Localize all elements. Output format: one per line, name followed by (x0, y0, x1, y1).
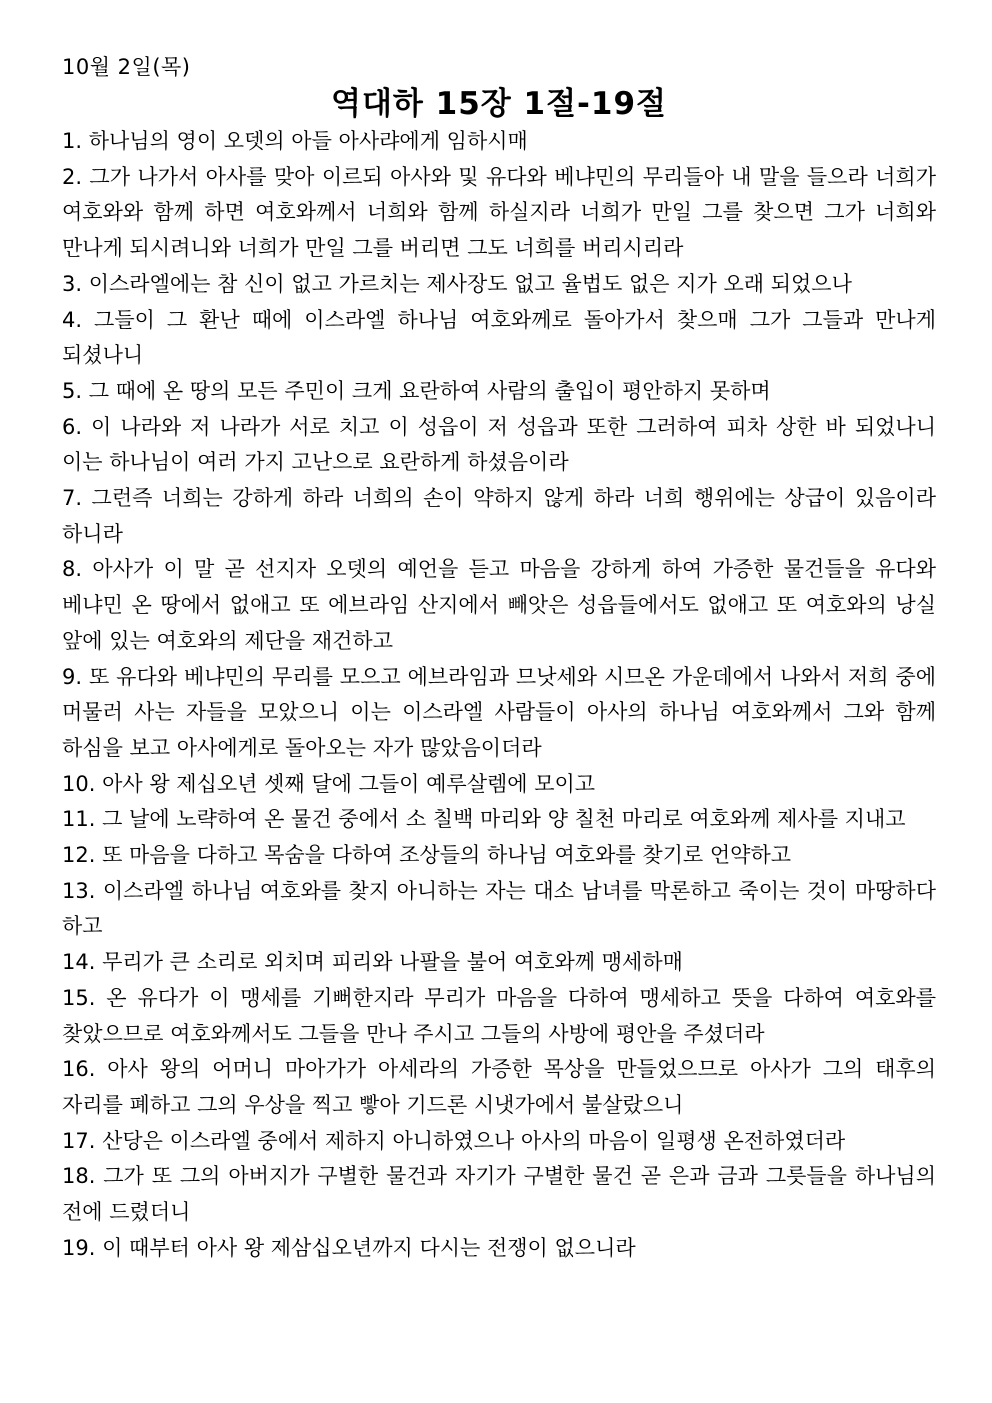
verse-13: 13. 이스라엘 하나님 여호와를 찾지 아니하는 자는 대소 남녀를 막론하고 죽이는 것이 마땅하다 하고 (62, 878, 936, 939)
verse-16: 16. 아사 왕의 어머니 마아가가 아세라의 가증한 목상을 만들었으므로 아사가 그의 태후의 자리를 폐하고 그의 우상을 찍고 빻아 기드론 시냇가에서 불살랐으니 (62, 1057, 936, 1117)
verse-5: 5. 그 때에 온 땅의 모든 주민이 크게 요란하여 사람의 출입이 평안하지 못하며 (62, 378, 771, 403)
verse-18: 18. 그가 또 그의 아버지가 구별한 물건과 자기가 구별한 물건 곧 은과 금과 그릇들을 하나님의 전에 드렸더니 (62, 1164, 936, 1225)
verse-2: 2. 그가 나가서 아사를 맞아 이르되 아사와 및 유다와 베냐민의 무리들아 내 말을 들으라 너희가 여호와와 함께 하면 여호와께서 너희와 함께 하실지라 너희가 만일 그를 찾으면 그가 너희와 만나게 되시려니와 너희가 만일 그를 버리면 그도 너희를 버리시리라 (62, 164, 936, 261)
verse-19: 19. 이 때부터 아사 왕 제삼십오년까지 다시는 전쟁이 없으니라 (62, 1235, 636, 1260)
document-page (62, 52, 936, 1267)
date-label: 10월 2일(목) (62, 55, 191, 79)
verse-10: 10. 아사 왕 제십오년 셋째 달에 그들이 예루살렘에 모이고 (62, 771, 596, 796)
verse-1: 1. 하나님의 영이 오뎃의 아들 아사랴에게 임하시매 (62, 129, 528, 153)
verse-7: 7. 그런즉 너희는 강하게 하라 너희의 손이 약하지 않게 하라 너희 행위에는 상급이 있음이라 하니라 (62, 486, 936, 546)
verse-12: 12. 또 마음을 다하고 목숨을 다하여 조상들의 하나님 여호와를 찾기로 언약하고 (62, 843, 792, 868)
verse-6: 6. 이 나라와 저 나라가 서로 치고 이 성읍이 저 성읍과 또한 그러하여 피차 상한 바 되었나니 이는 하나님이 여러 가지 고난으로 요란하게 하셨음이라 (62, 414, 936, 475)
verse-4: 4. 그들이 그 환난 때에 이스라엘 하나님 여호와께로 돌아가서 찾으매 그가 그들과 만나게 되셨나니 (62, 307, 936, 368)
verse-list (62, 124, 936, 1267)
verse-17: 17. 산당은 이스라엘 중에서 제하지 아니하였으나 아사의 마음이 일평생 온전하였더라 (62, 1128, 846, 1153)
verse-15: 15. 온 유다가 이 맹세를 기뻐한지라 무리가 마음을 다하여 맹세하고 뜻을 다하여 여호와를 찾았으므로 여호와께서도 그들을 만나 주시고 그들의 사방에 평안을 주셨더라 (62, 985, 936, 1046)
page-title: 역대하 15장 1절-19절 (331, 86, 667, 122)
verse-3: 3. 이스라엘에는 참 신이 없고 가르치는 제사장도 없고 율법도 없은 지가 오래 되었으나 (62, 271, 852, 296)
verse-14: 14. 무리가 큰 소리로 외치며 피리와 나팔을 불어 여호와께 맹세하매 (62, 950, 683, 975)
verse-11: 11. 그 날에 노략하여 온 물건 중에서 소 칠백 마리와 양 칠천 마리로 여호와께 제사를 지내고 (62, 807, 906, 832)
verse-9: 9. 또 유다와 베냐민의 무리를 모으고 에브라임과 므낫세와 시므온 가운데에서 나와서 저희 중에 머물러 사는 자들을 모았으니 이는 이스라엘 사람들이 아사의 하나님 여호와께서 그와 함께 하심을 보고 아사에게로 돌아오는 자가 많았음이더라 (62, 664, 936, 760)
verse-8: 8. 아사가 이 말 곧 선지자 오뎃의 예언을 듣고 마음을 강하게 하여 가증한 물건들을 유다와 베냐민 온 땅에서 없애고 또 에브라임 산지에서 빼앗은 성읍들에서도 없애고 또 여호와의 낭실 앞에 있는 여호와의 제단을 재건하고 (62, 557, 936, 653)
